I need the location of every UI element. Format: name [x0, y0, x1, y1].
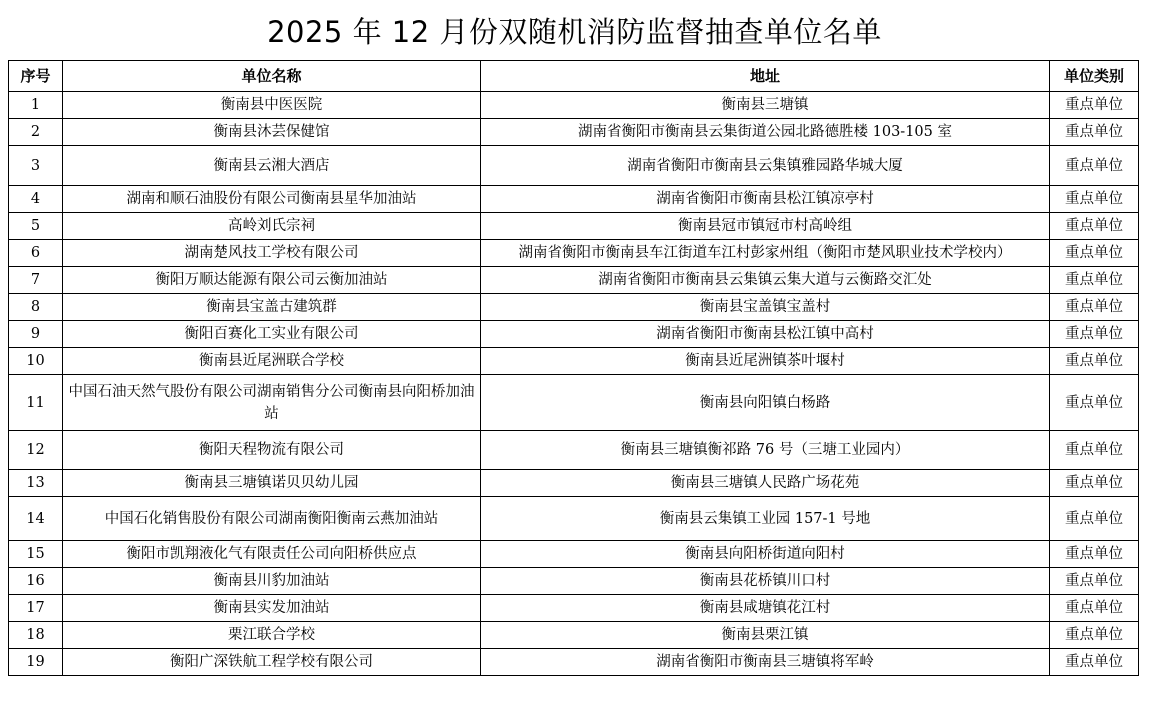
cell-category: 重点单位: [1050, 294, 1139, 321]
cell-address: 湖南省衡阳市衡南县松江镇凉亭村: [481, 186, 1050, 213]
cell-category: 重点单位: [1050, 431, 1139, 470]
cell-address: 衡南县近尾洲镇茶叶堰村: [481, 348, 1050, 375]
cell-address: 衡南县宝盖镇宝盖村: [481, 294, 1050, 321]
table-row: [9, 321, 1139, 348]
cell-name: 衡阳市凯翔液化气有限责任公司向阳桥供应点: [63, 541, 481, 568]
table-row: [9, 294, 1139, 321]
cell-category: 重点单位: [1050, 595, 1139, 622]
cell-address: 衡南县冠市镇冠市村高岭组: [481, 213, 1050, 240]
cell-index: 17: [9, 595, 63, 622]
cell-category: 重点单位: [1050, 375, 1139, 431]
cell-address: 湖南省衡阳市衡南县车江街道车江村彭家州组（衡阳市楚风职业技术学校内）: [481, 240, 1050, 267]
table-row: [9, 595, 1139, 622]
table-row: [9, 240, 1139, 267]
cell-index: 9: [9, 321, 63, 348]
cell-category: 重点单位: [1050, 213, 1139, 240]
cell-name: 湖南和顺石油股份有限公司衡南县星华加油站: [63, 186, 481, 213]
column-header-address: 地址: [481, 61, 1050, 92]
cell-index: 15: [9, 541, 63, 568]
cell-name: 衡南县川豹加油站: [63, 568, 481, 595]
cell-index: 6: [9, 240, 63, 267]
cell-name: 中国石化销售股份有限公司湖南衡阳衡南云燕加油站: [63, 497, 481, 541]
cell-index: 14: [9, 497, 63, 541]
cell-index: 16: [9, 568, 63, 595]
table-row: [9, 348, 1139, 375]
cell-category: 重点单位: [1050, 348, 1139, 375]
cell-index: 5: [9, 213, 63, 240]
cell-address: 湖南省衡阳市衡南县云集镇雅园路华城大厦: [481, 146, 1050, 186]
cell-address: 湖南省衡阳市衡南县云集街道公园北路德胜楼 103-105 室: [481, 119, 1050, 146]
cell-category: 重点单位: [1050, 92, 1139, 119]
cell-name: 湖南楚风技工学校有限公司: [63, 240, 481, 267]
cell-address: 衡南县咸塘镇花江村: [481, 595, 1050, 622]
table-row: [9, 470, 1139, 497]
cell-category: 重点单位: [1050, 649, 1139, 676]
cell-category: 重点单位: [1050, 497, 1139, 541]
column-header-name: 单位名称: [63, 61, 481, 92]
cell-name: 衡南县近尾洲联合学校: [63, 348, 481, 375]
table-row: [9, 431, 1139, 470]
cell-index: 3: [9, 146, 63, 186]
table-header-row: [9, 61, 1139, 92]
cell-index: 13: [9, 470, 63, 497]
table-row: [9, 649, 1139, 676]
cell-name: 衡南县沐芸保健馆: [63, 119, 481, 146]
cell-category: 重点单位: [1050, 119, 1139, 146]
cell-name: 高岭刘氏宗祠: [63, 213, 481, 240]
cell-address: 衡南县向阳桥街道向阳村: [481, 541, 1050, 568]
cell-address: 衡南县三塘镇: [481, 92, 1050, 119]
cell-name: 衡南县宝盖古建筑群: [63, 294, 481, 321]
cell-address: 衡南县三塘镇人民路广场花苑: [481, 470, 1050, 497]
inspection-roster-table: [8, 60, 1139, 676]
table-row: [9, 213, 1139, 240]
cell-category: 重点单位: [1050, 622, 1139, 649]
cell-index: 7: [9, 267, 63, 294]
cell-name: 衡南县中医医院: [63, 92, 481, 119]
table-row: [9, 622, 1139, 649]
column-header-index: 序号: [9, 61, 63, 92]
cell-index: 2: [9, 119, 63, 146]
cell-category: 重点单位: [1050, 186, 1139, 213]
cell-category: 重点单位: [1050, 240, 1139, 267]
cell-index: 10: [9, 348, 63, 375]
cell-category: 重点单位: [1050, 146, 1139, 186]
table-row: [9, 541, 1139, 568]
cell-address: 衡南县栗江镇: [481, 622, 1050, 649]
cell-index: 19: [9, 649, 63, 676]
table-row: [9, 119, 1139, 146]
cell-index: 8: [9, 294, 63, 321]
cell-index: 18: [9, 622, 63, 649]
table-row: [9, 92, 1139, 119]
cell-name: 衡阳天程物流有限公司: [63, 431, 481, 470]
table-row: [9, 375, 1139, 431]
cell-index: 12: [9, 431, 63, 470]
page-title: 2025 年 12 月份双随机消防监督抽查单位名单: [267, 15, 882, 49]
table-row: [9, 497, 1139, 541]
cell-address: 衡南县花桥镇川口村: [481, 568, 1050, 595]
cell-name: 栗江联合学校: [63, 622, 481, 649]
cell-category: 重点单位: [1050, 541, 1139, 568]
cell-name: 衡南县云湘大酒店: [63, 146, 481, 186]
table-row: [9, 146, 1139, 186]
table-row: [9, 267, 1139, 294]
cell-address: 衡南县三塘镇衡祁路 76 号（三塘工业园内）: [481, 431, 1050, 470]
cell-name: 衡阳百赛化工实业有限公司: [63, 321, 481, 348]
cell-address: 衡南县云集镇工业园 157-1 号地: [481, 497, 1050, 541]
cell-address: 湖南省衡阳市衡南县云集镇云集大道与云衡路交汇处: [481, 267, 1050, 294]
cell-index: 4: [9, 186, 63, 213]
cell-name: 中国石油天然气股份有限公司湖南销售分公司衡南县向阳桥加油站: [63, 375, 481, 431]
table-row: [9, 568, 1139, 595]
cell-name: 衡南县三塘镇诺贝贝幼儿园: [63, 470, 481, 497]
cell-address: 湖南省衡阳市衡南县松江镇中高村: [481, 321, 1050, 348]
cell-category: 重点单位: [1050, 568, 1139, 595]
table-row: [9, 186, 1139, 213]
cell-category: 重点单位: [1050, 321, 1139, 348]
column-header-category: 单位类别: [1050, 61, 1139, 92]
cell-category: 重点单位: [1050, 470, 1139, 497]
cell-category: 重点单位: [1050, 267, 1139, 294]
cell-address: 衡南县向阳镇白杨路: [481, 375, 1050, 431]
cell-name: 衡阳广深铁航工程学校有限公司: [63, 649, 481, 676]
cell-index: 1: [9, 92, 63, 119]
cell-index: 11: [9, 375, 63, 431]
cell-name: 衡南县实发加油站: [63, 595, 481, 622]
cell-address: 湖南省衡阳市衡南县三塘镇将军岭: [481, 649, 1050, 676]
cell-name: 衡阳万顺达能源有限公司云衡加油站: [63, 267, 481, 294]
